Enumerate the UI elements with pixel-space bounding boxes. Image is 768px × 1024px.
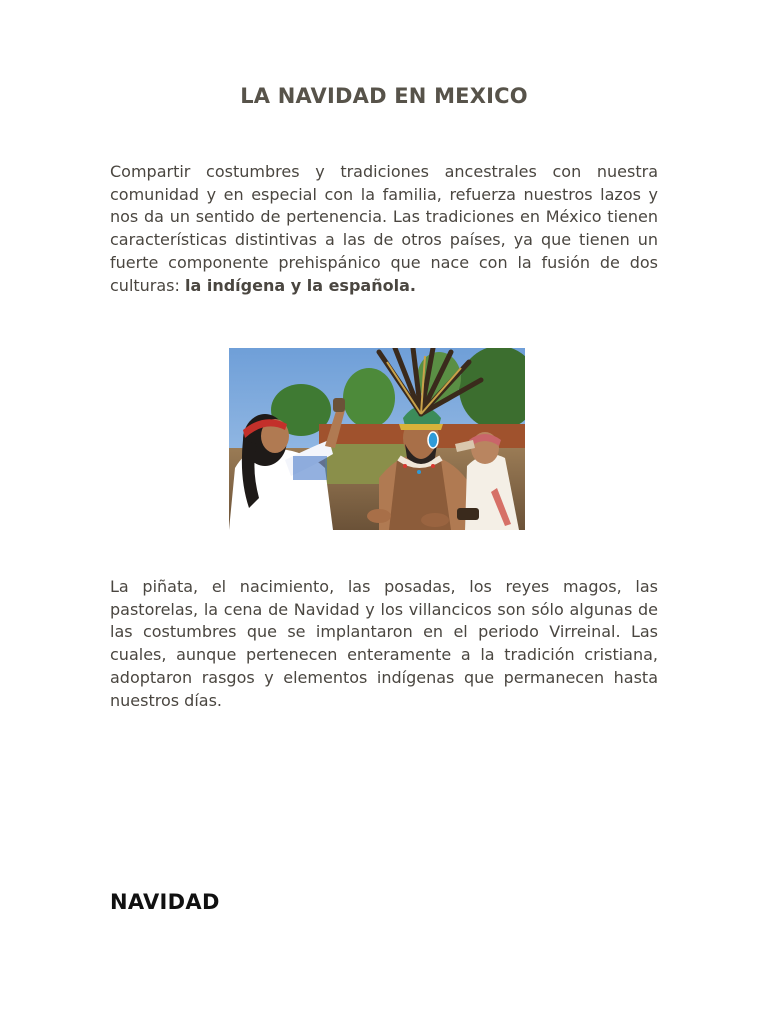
section-heading-navidad: NAVIDAD	[110, 890, 220, 914]
document-title: LA NAVIDAD EN MEXICO	[240, 84, 528, 108]
intro-paragraph-text: Compartir costumbres y tradiciones ancestrales con nuestra comunidad y en especial con la familia, refuerza nuestros lazos y nos da un sentido de pertenencia. Las tradiciones en México tienen características distintivas a las de otros países, ya que tienen un fuerte componente prehispánico que nace con la fusión de dos culturas:	[110, 162, 658, 295]
intro-paragraph	[110, 161, 658, 297]
intro-paragraph-bold: la indígena y la española.	[185, 275, 416, 295]
traditions-paragraph: La piñata, el nacimiento, las posadas, los reyes magos, las pastorelas, la cena de Navidad y los villancicos son sólo algunas de las costumbres que se implantaron en el periodo Virreinal. Las cuales, aunque pertenecen enteramente a la tradición cristiana, adoptaron rasgos y elementos indígenas que permanecen hasta nuestros días.	[110, 577, 658, 710]
ceremony-photo	[229, 348, 525, 530]
ceremony-photo-illustration	[229, 348, 525, 530]
